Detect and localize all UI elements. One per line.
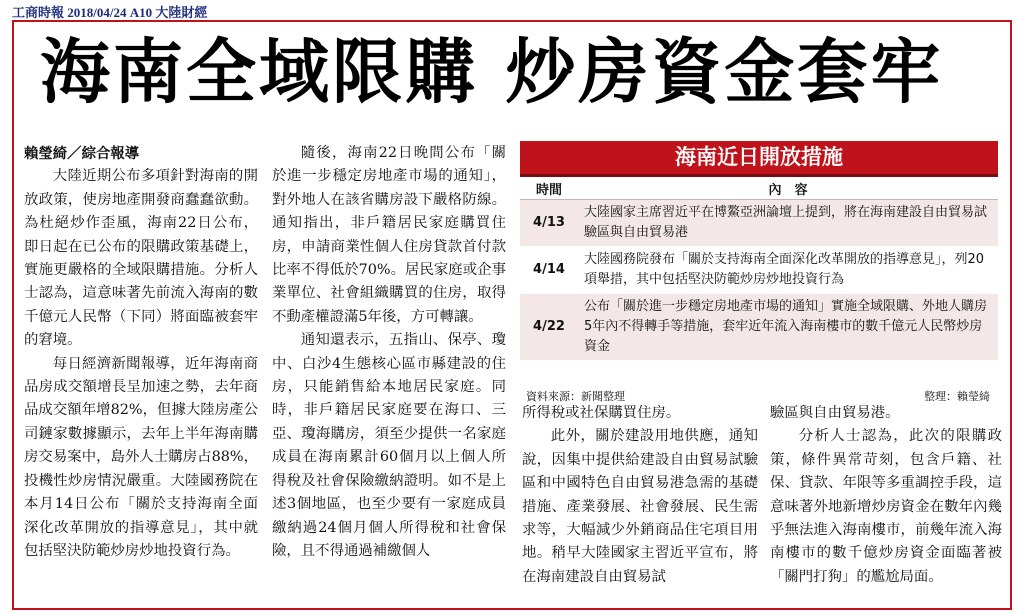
table-row (520, 247, 998, 294)
paragraph: 通知還表示，五指山、保亭、瓊中、白沙4生態核心區市縣建設的住房，只能銷售給本地居民家庭。同時，非戶籍居民家庭要在海口、三亞、瓊海購房，須至少提供一名家庭成員在海南累計60個月以上個人所得稅及社會保險繳納證明。如不是上述3個地區，也至少要有一家庭成員繳納過24個月個人所得稅和社會保險，且不得通過補繳個人 (272, 332, 506, 559)
row-text: 大陸國家主席習近平在博鰲亞洲論壇上提到，將在海南建設自由貿易試驗區與自由貿易港 (578, 200, 998, 247)
editor-note: 整理：賴瑩綺 (924, 390, 990, 403)
paragraph: 隨後，海南22日晚間公布「關於進一步穩定房地產市場的通知」，對外地人在該省購房設下嚴格防線。通知指出，非戶籍居民家庭購買住房，申請商業性個人住房貸款首付款比率不得低於70%。居民家庭或企事業單位、社會組織購買的住房，取得不動產權證滿5年後，方可轉讓。 (272, 145, 506, 325)
paragraph: 此外，關於建設用地供應，通知說，因集中提供給建設自由貿易試驗區和中國特色自由貿易港急需的基礎措施、產業發展、社會發展、民生需求等，大幅減少外銷商品住宅項目用地。稍早大陸國家主習近平宣布，將在海南建設自由貿易試 (522, 428, 758, 585)
article-column-3 (522, 402, 758, 589)
paragraph: 分析人士認為，此次的限購政策，條件異常苛刻，包含戶籍、社保、貸款、年限等多重調控手段，這意味著外地新增炒房資金在數年內幾乎無法進入海南樓市，前幾年流入海南樓市的數千億炒房資金面臨著被「關門打狗」的尷尬局面。 (770, 428, 1002, 585)
row-text: 大陸國務院發布「關於支持海南全面深化改革開放的指導意見」，列20項舉措，其中包括堅決防範炒房炒地投資行為 (578, 247, 998, 294)
article-column-4 (770, 402, 1002, 589)
publication-source-line: 工商時報 2018/04/24 A10 大陸財經 (12, 5, 208, 20)
data-source-note: 資料來源：新聞整理 (526, 390, 625, 403)
table-row (520, 294, 998, 361)
row-date: 4/14 (520, 247, 578, 294)
paragraph: 每日經濟新聞報導，近年海南商品房成交額增長呈加速之勢，去年商品成交額年增82%，但據大陸房產公司鏈家數據顯示，去年上半年海南購房交易案中，島外人士購房占88%，投機性炒房情況嚴重。大陸國務院在本月14日公布「關於支持海南全面深化改革開放的指導意見」，其中就包括堅決防範炒房炒地投資行為。 (24, 355, 258, 559)
article-column-1 (24, 142, 258, 563)
table-header-time: 時間 (520, 177, 578, 200)
row-date: 4/22 (520, 294, 578, 361)
paragraph: 大陸近期公布多項針對海南的開放政策，使房地產開發商蠢蠢欲動。為杜絕炒作歪風，海南22日公布，即日起在已公布的限購政策基礎上，實施更嚴格的全域限購措施。分析人士認為，這意味著先前流入海南的數千億元人民幣（下同）將面臨被套牢的窘境。 (24, 168, 258, 349)
article-column-2 (272, 142, 506, 563)
sidebar-title: 海南近日開放措施 (520, 141, 998, 177)
paragraph: 所得稅或社保購買住房。 (522, 405, 681, 421)
table-row (520, 200, 998, 247)
headline: 海南全域限購 炒房資金套牢 (40, 31, 944, 113)
byline: 賴瑩綺／綜合報導 (24, 145, 140, 162)
table-header-content: 內 容 (578, 177, 998, 200)
measures-sidebar-box (520, 141, 998, 403)
measures-table (520, 177, 998, 361)
paragraph: 驗區與自由貿易港。 (770, 405, 900, 421)
row-date: 4/13 (520, 200, 578, 247)
row-text: 公布「關於進一步穩定房地產市場的通知」實施全域限購、外地人購房5年內不得轉手等措施，套牢近年流入海南樓市的數千億元人民幣炒房資金 (578, 294, 998, 361)
